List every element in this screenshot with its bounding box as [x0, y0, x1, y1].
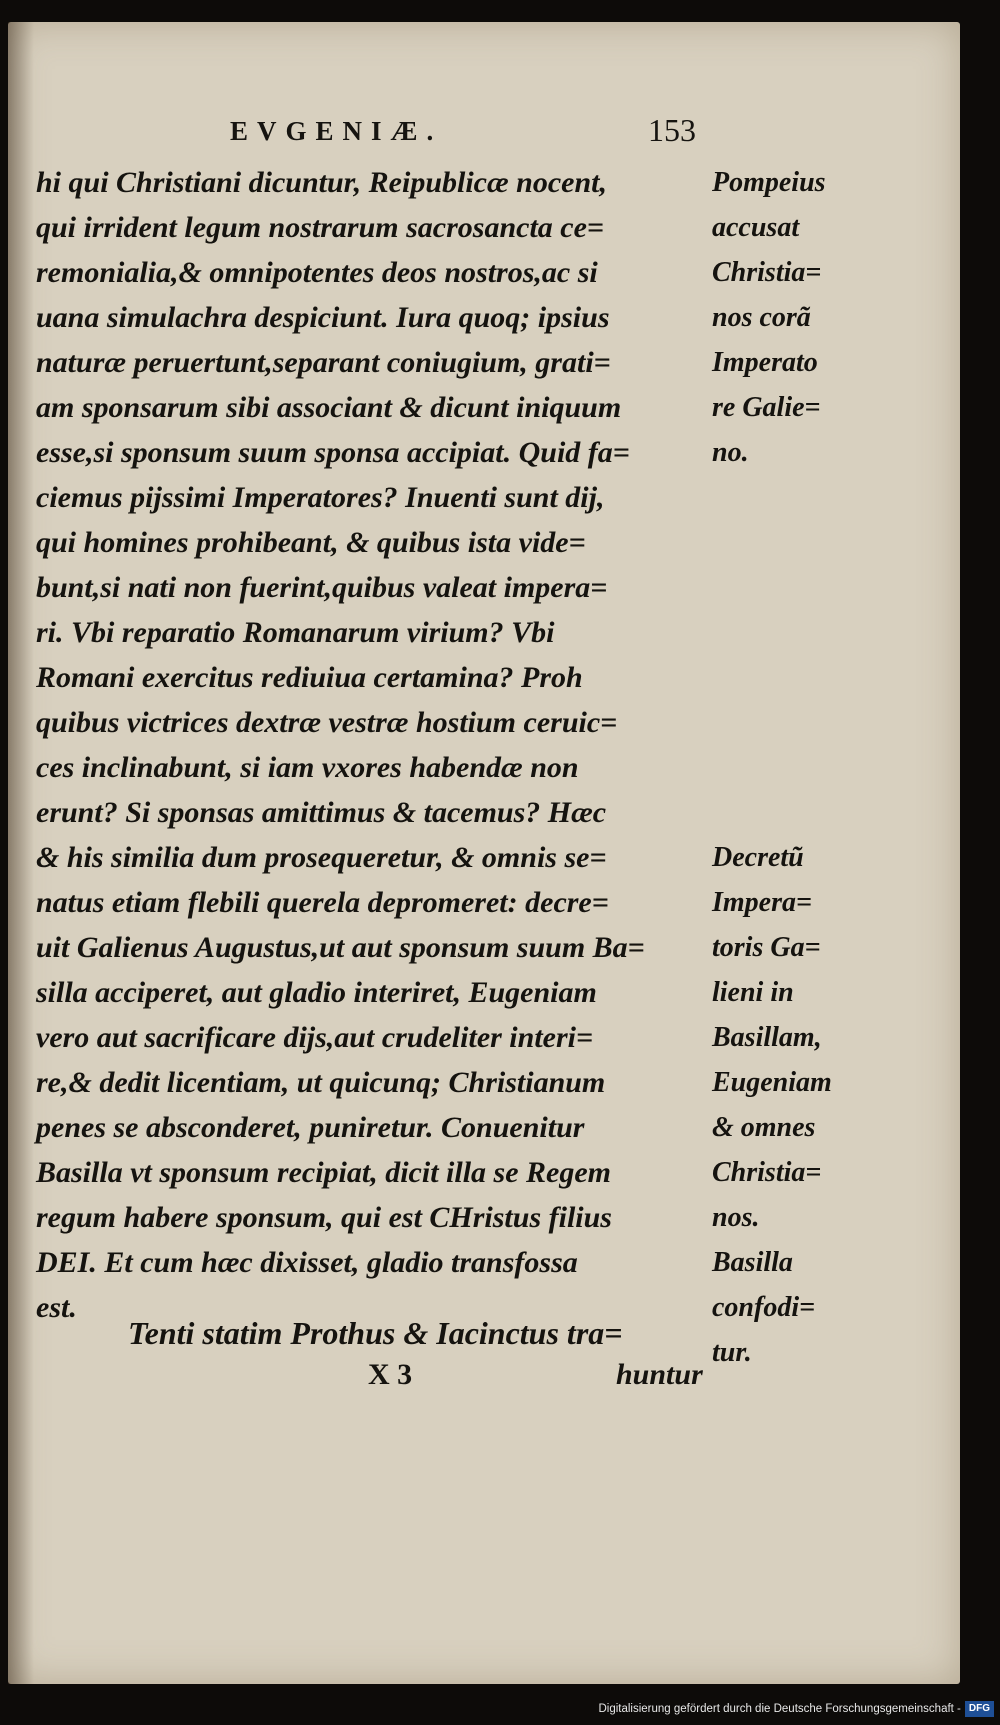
margin-note-line: Pompeius — [712, 167, 826, 198]
catchword: huntur — [616, 1358, 703, 1391]
margin-notes — [712, 160, 872, 1375]
margin-note-spacer — [712, 610, 872, 655]
text-line: & his similia dum prosequeretur, & omnis se= — [36, 841, 607, 874]
text-line: penes se absconderet, puniretur. Conuenitur — [36, 1111, 585, 1144]
margin-note-line: Basilla — [712, 1247, 793, 1278]
text-line: est. — [36, 1291, 77, 1324]
margin-note-spacer — [712, 655, 872, 700]
margin-note-spacer — [712, 520, 872, 565]
spine-shadow — [8, 22, 34, 1684]
dfg-logo-icon: DFG — [965, 1701, 994, 1717]
text-line: ciemus pijssimi Imperatores? Inuenti sunt dij, — [36, 481, 605, 514]
margin-note-line: accusat — [712, 212, 800, 243]
margin-note-line: Decretũ — [712, 842, 804, 873]
margin-note-line: Christia= — [712, 1157, 822, 1188]
body-text — [36, 160, 706, 1330]
text-line: quibus victrices dextræ vestræ hostium ceruic= — [36, 706, 618, 739]
margin-note-line: Christia= — [712, 257, 822, 288]
digitization-footer — [0, 1697, 1000, 1721]
text-line: Romani exercitus rediuiua certamina? Proh — [36, 661, 583, 694]
margin-note-line: tur. — [712, 1337, 752, 1368]
margin-note-line: Impera= — [712, 887, 812, 918]
footer-credit: Digitalisierung gefördert durch die Deutsche Forschungsgemeinschaft - — [598, 1703, 961, 1715]
margin-note-line: Imperato — [712, 347, 818, 378]
margin-note-line: nos corã — [712, 302, 811, 333]
margin-note-line: Basillam, — [712, 1022, 822, 1053]
text-line: esse,si sponsum suum sponsa accipiat. Quid fa= — [36, 436, 630, 469]
text-line: remonialia,& omnipotentes deos nostros,ac si — [36, 256, 598, 289]
closing-line: Tenti statim Prothus & Iacinctus tra= — [128, 1315, 623, 1351]
margin-note-line: lieni in — [712, 977, 794, 1008]
margin-note-spacer — [712, 565, 872, 610]
text-line: am sponsarum sibi associant & dicunt iniquum — [36, 391, 622, 424]
margin-note-line: nos. — [712, 1202, 760, 1233]
margin-note-line: re Galie= — [712, 392, 821, 423]
margin-note-line: no. — [712, 437, 749, 468]
text-line: natus etiam flebili querela depromeret: decre= — [36, 886, 609, 919]
margin-note-line: Eugeniam — [712, 1067, 832, 1098]
signature-mark: X 3 — [368, 1358, 413, 1391]
text-line: uit Galienus Augustus,ut aut sponsum suum Ba= — [36, 931, 645, 964]
page-number: 153 — [648, 112, 696, 148]
text-line: vero aut sacrificare dijs,aut crudeliter interi= — [36, 1021, 594, 1054]
margin-note-spacer — [712, 745, 872, 790]
margin-note-spacer — [712, 700, 872, 745]
text-line: qui irrident legum nostrarum sacrosancta ce= — [36, 211, 605, 244]
text-line: ces inclinabunt, si iam vxores habendæ non — [36, 751, 579, 784]
text-line: Basilla vt sponsum recipiat, dicit illa se Regem — [36, 1156, 611, 1189]
margin-note-spacer — [712, 475, 872, 520]
margin-note-spacer — [712, 790, 872, 835]
text-line: naturæ peruertunt,separant coniugium, grati= — [36, 346, 611, 379]
margin-note-line: confodi= — [712, 1292, 816, 1323]
text-line: erunt? Si sponsas amittimus & tacemus? Hæc — [36, 796, 607, 829]
text-line: hi qui Christiani dicuntur, Reipublicæ nocent, — [36, 166, 607, 199]
text-line: uana simulachra despiciunt. Iura quoq; ipsius — [36, 301, 610, 334]
text-line: regum habere sponsum, qui est CHristus filius — [36, 1201, 612, 1234]
text-line: ri. Vbi reparatio Romanarum virium? Vbi — [36, 616, 555, 649]
text-line: silla acciperet, aut gladio interiret, Eugeniam — [36, 976, 597, 1009]
text-line: bunt,si nati non fuerint,quibus valeat impera= — [36, 571, 608, 604]
margin-note-line: & omnes — [712, 1112, 816, 1143]
text-line: re,& dedit licentiam, ut quicunq; Christianum — [36, 1066, 606, 1099]
text-line: qui homines prohibeant, & quibus ista vide= — [36, 526, 586, 559]
running-head: EVGENIÆ. — [230, 116, 443, 146]
text-line: DEI. Et cum hæc dixisset, gladio transfossa — [36, 1246, 578, 1279]
margin-note-line: toris Ga= — [712, 932, 821, 963]
